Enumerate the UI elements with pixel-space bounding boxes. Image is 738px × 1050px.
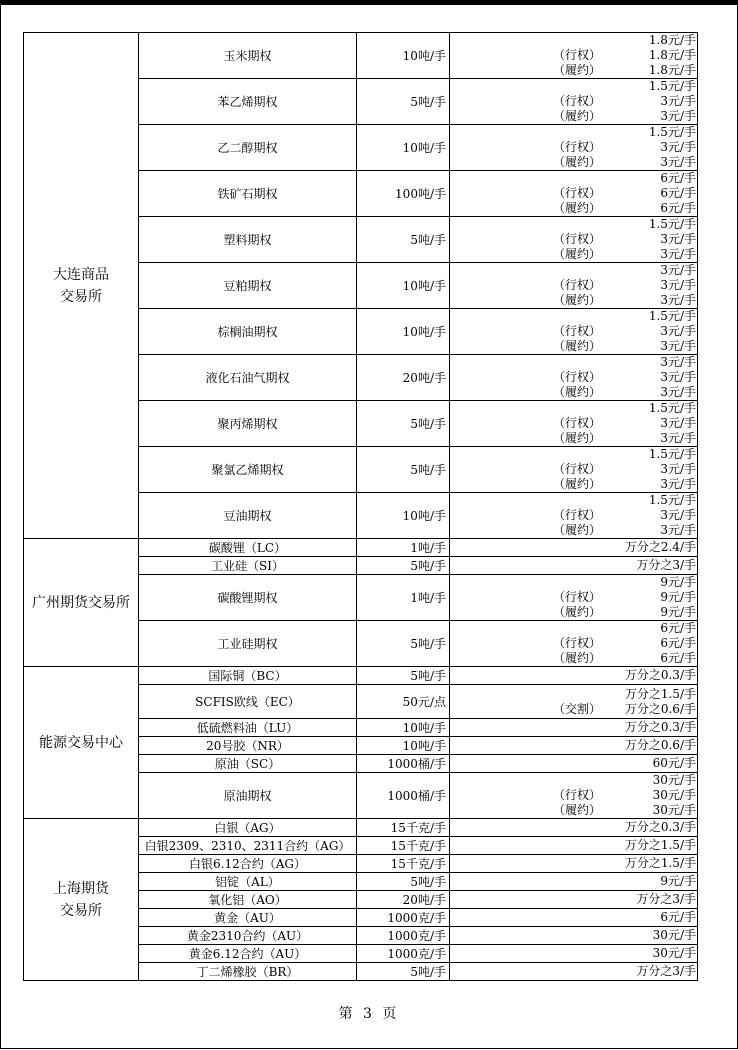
fee-cell: [450, 125, 698, 171]
fee-lines: [450, 493, 696, 538]
fee-lines: [450, 910, 696, 925]
product-name-cell: 国际铜（BC）: [139, 667, 357, 685]
fee-lines: [450, 33, 696, 78]
fee-lines: [450, 964, 696, 979]
fee-type-tag: （行权）: [552, 590, 601, 604]
fee-type-tag: （履约）: [552, 201, 601, 215]
fee-line: [450, 431, 696, 446]
fee-cell: [450, 447, 698, 493]
fee-type-tag: （行权）: [552, 186, 601, 200]
fee-type-tag: （履约）: [552, 803, 601, 817]
fee-cell: [450, 401, 698, 447]
exchange-name-cell: [24, 539, 139, 667]
fee-cell: [450, 873, 698, 891]
fee-line: [450, 401, 696, 416]
contract-unit-cell: 10吨/手: [357, 263, 450, 309]
fee-type-tag: （履约）: [552, 477, 601, 491]
fee-cell: [450, 621, 698, 667]
fee-value: 6元/手: [660, 171, 696, 185]
fee-value: 1.5元/手: [648, 493, 696, 507]
product-name-cell: 黄金2310合约（AU）: [139, 927, 357, 945]
fee-value: 6元/手: [660, 201, 696, 215]
fee-value: 万分之1.5/手: [624, 856, 696, 870]
fee-line: [450, 94, 696, 109]
fee-line: [450, 838, 696, 853]
exchange-name-line: 交易所: [60, 288, 102, 305]
fee-type-tag: （行权）: [552, 370, 601, 384]
fee-line: [450, 339, 696, 354]
fee-line: [450, 109, 696, 124]
fee-line: [450, 370, 696, 385]
fee-lines: [450, 401, 696, 446]
fee-line: [450, 385, 696, 400]
fee-value: 3元/手: [660, 416, 696, 430]
contract-unit-cell: 5吨/手: [357, 217, 450, 263]
contract-unit-cell: 10吨/手: [357, 125, 450, 171]
fee-value: 1.5元/手: [648, 125, 696, 139]
fee-value: 万分之1.5/手: [624, 686, 696, 701]
fee-lines: [450, 447, 696, 492]
fee-cell: [450, 737, 698, 755]
contract-unit-cell: 50元/点: [357, 685, 450, 719]
fee-lines: [450, 928, 696, 943]
fee-cell: [450, 891, 698, 909]
product-name-cell: 棕榈油期权: [139, 309, 357, 355]
fee-lines: [450, 540, 696, 555]
fee-cell: [450, 557, 698, 575]
contract-unit-cell: 15千克/手: [357, 837, 450, 855]
fee-lines: [450, 309, 696, 354]
exchange-name-line: 广州期货交易所: [32, 594, 130, 611]
product-name-cell: 丁二烯橡胶（BR）: [139, 963, 357, 981]
fee-line: [450, 964, 696, 979]
fee-cell: [450, 539, 698, 557]
fee-cell: [450, 837, 698, 855]
product-name-cell: 工业硅（SI）: [139, 557, 357, 575]
contract-unit-cell: 20吨/手: [357, 355, 450, 401]
fee-value: 万分之0.6/手: [624, 738, 696, 752]
fee-value: 30元/手: [652, 773, 696, 787]
fee-value: 3元/手: [660, 385, 696, 399]
fee-type-tag: （行权）: [552, 636, 601, 650]
fee-line: [450, 720, 696, 735]
fee-value: 万分之2.4/手: [624, 540, 696, 554]
fee-value: 1.8元/手: [648, 48, 696, 62]
fee-line: [450, 171, 696, 186]
fee-line: [450, 508, 696, 523]
fee-value: 3元/手: [660, 431, 696, 445]
contract-unit-cell: 1吨/手: [357, 575, 450, 621]
fee-type-tag: （履约）: [552, 339, 601, 353]
fee-value: 3元/手: [660, 109, 696, 123]
contract-unit-cell: 10吨/手: [357, 33, 450, 79]
fee-line: [450, 668, 696, 683]
product-name-cell: 聚丙烯期权: [139, 401, 357, 447]
fee-value: 30元/手: [652, 946, 696, 960]
contract-unit-cell: 1000克/手: [357, 909, 450, 927]
exchange-name-cell: [24, 33, 139, 539]
contract-unit-cell: 1000桶/手: [357, 755, 450, 773]
fee-value: 1.5元/手: [648, 217, 696, 231]
product-name-cell: 白银2309、2310、2311合约（AG）: [139, 837, 357, 855]
fee-lines: [450, 125, 696, 170]
fee-line: [450, 910, 696, 925]
fee-value: 1.5元/手: [648, 79, 696, 93]
fee-line: [450, 756, 696, 771]
contract-unit-cell: 1000桶/手: [357, 773, 450, 819]
fee-type-tag: （履约）: [552, 63, 601, 77]
fee-cell: [450, 773, 698, 819]
fee-lines: [450, 756, 696, 771]
table-row: [24, 539, 698, 557]
fee-cell: [450, 575, 698, 621]
fee-value: 30元/手: [652, 788, 696, 802]
fee-lines: [450, 668, 696, 683]
fee-lines: [450, 738, 696, 753]
fee-value: 万分之3/手: [636, 558, 696, 572]
table-row: [24, 33, 698, 79]
product-name-cell: 苯乙烯期权: [139, 79, 357, 125]
fee-line: [450, 738, 696, 753]
product-name-cell: 铝锭（AL）: [139, 873, 357, 891]
fee-type-tag: （履约）: [552, 109, 601, 123]
fee-line: [450, 63, 696, 78]
fee-line: [450, 263, 696, 278]
exchange-name-line: 上海期货: [53, 880, 109, 897]
fee-line: [450, 702, 696, 717]
fee-value: 9元/手: [660, 605, 696, 619]
fee-cell: [450, 755, 698, 773]
fee-type-tag: （履约）: [552, 523, 601, 537]
fee-value: 30元/手: [652, 928, 696, 942]
fee-cell: [450, 263, 698, 309]
fee-type-tag: （行权）: [552, 508, 601, 522]
fee-lines: [450, 575, 696, 620]
fee-line: [450, 79, 696, 94]
contract-unit-cell: 10吨/手: [357, 719, 450, 737]
contract-unit-cell: 5吨/手: [357, 873, 450, 891]
fee-line: [450, 247, 696, 262]
fee-line: [450, 820, 696, 835]
contract-unit-cell: 5吨/手: [357, 557, 450, 575]
product-name-cell: 黄金（AU）: [139, 909, 357, 927]
fee-value: 3元/手: [660, 140, 696, 154]
fee-value: 3元/手: [660, 477, 696, 491]
fee-type-tag: （行权）: [552, 140, 601, 154]
fee-line: [450, 447, 696, 462]
fee-value: 1.5元/手: [648, 401, 696, 415]
contract-unit-cell: 15千克/手: [357, 855, 450, 873]
fee-line: [450, 523, 696, 538]
fee-type-tag: （行权）: [552, 462, 601, 476]
fee-line: [450, 462, 696, 477]
fee-cell: [450, 685, 698, 719]
fee-value: 6元/手: [660, 621, 696, 635]
fee-type-tag: （行权）: [552, 48, 601, 62]
contract-unit-cell: 5吨/手: [357, 963, 450, 981]
fee-line: [450, 687, 696, 702]
product-name-cell: 碳酸锂期权: [139, 575, 357, 621]
fee-cell: [450, 819, 698, 837]
product-name-cell: 工业硅期权: [139, 621, 357, 667]
fee-value: 3元/手: [660, 278, 696, 292]
contract-unit-cell: 1000克/手: [357, 927, 450, 945]
fee-type-tag: （行权）: [552, 278, 601, 292]
fee-line: [450, 621, 696, 636]
fee-type-tag: （行权）: [552, 416, 601, 430]
contract-unit-cell: 1000克/手: [357, 945, 450, 963]
contract-unit-cell: 10吨/手: [357, 493, 450, 539]
fee-value: 9元/手: [660, 575, 696, 589]
fee-line: [450, 48, 696, 63]
fee-value: 1.5元/手: [648, 309, 696, 323]
fee-lines: [450, 621, 696, 666]
exchange-name-line: 大连商品: [53, 266, 109, 283]
fee-cell: [450, 963, 698, 981]
fee-line: [450, 355, 696, 370]
fee-value: 9元/手: [660, 874, 696, 888]
product-name-cell: 低硫燃料油（LU）: [139, 719, 357, 737]
product-name-cell: 液化石油气期权: [139, 355, 357, 401]
fee-lines: [450, 355, 696, 400]
fee-line: [450, 946, 696, 961]
fee-type-tag: （履约）: [552, 155, 601, 169]
exchange-name-line: 交易所: [60, 902, 102, 919]
fee-cell: [450, 355, 698, 401]
fee-line: [450, 636, 696, 651]
product-name-cell: 20号胶（NR）: [139, 737, 357, 755]
contract-unit-cell: 100吨/手: [357, 171, 450, 217]
fee-cell: [450, 171, 698, 217]
fee-value: 万分之1.5/手: [624, 838, 696, 852]
fee-lines: [450, 687, 696, 717]
product-name-cell: 白银（AG）: [139, 819, 357, 837]
fee-lines: [450, 263, 696, 308]
fee-line: [450, 874, 696, 889]
exchange-name-cell: [24, 819, 139, 981]
fee-value: 万分之0.6/手: [624, 701, 696, 716]
product-name-cell: 豆油期权: [139, 493, 357, 539]
fee-value: 6元/手: [660, 186, 696, 200]
contract-unit-cell: 20吨/手: [357, 891, 450, 909]
fee-line: [450, 651, 696, 666]
fee-value: 3元/手: [660, 324, 696, 338]
fee-value: 3元/手: [660, 247, 696, 261]
fee-value: 3元/手: [660, 263, 696, 277]
fee-type-tag: （履约）: [552, 431, 601, 445]
product-name-cell: 黄金6.12合约（AU）: [139, 945, 357, 963]
fee-value: 30元/手: [652, 803, 696, 817]
page-number: 第 3 页: [338, 1006, 400, 1022]
contract-unit-cell: 1吨/手: [357, 539, 450, 557]
fee-lines: [450, 79, 696, 124]
fee-line: [450, 558, 696, 573]
fee-line: [450, 232, 696, 247]
fee-value: 3元/手: [660, 94, 696, 108]
fee-lines: [450, 838, 696, 853]
fee-type-tag: （行权）: [552, 94, 601, 108]
exchange-name-cell: [24, 667, 139, 819]
fee-type-tag: （履约）: [552, 247, 601, 261]
fee-line: [450, 33, 696, 48]
fee-lines: [450, 171, 696, 216]
fee-table-body: [24, 33, 698, 981]
fee-cell: [450, 33, 698, 79]
fee-type-tag: （履约）: [552, 385, 601, 399]
fee-value: 万分之3/手: [636, 964, 696, 978]
fee-line: [450, 186, 696, 201]
fee-cell: [450, 719, 698, 737]
fee-type-tag: （行权）: [552, 324, 601, 338]
fee-cell: [450, 945, 698, 963]
fee-lines: [450, 892, 696, 907]
fee-line: [450, 493, 696, 508]
fee-line: [450, 590, 696, 605]
fee-line: [450, 416, 696, 431]
fee-lines: [450, 720, 696, 735]
contract-unit-cell: 10吨/手: [357, 737, 450, 755]
fee-lines: [450, 874, 696, 889]
fee-line: [450, 125, 696, 140]
fee-value: 1.8元/手: [648, 33, 696, 47]
fee-cell: [450, 217, 698, 263]
fee-lines: [450, 558, 696, 573]
fee-value: 6元/手: [660, 651, 696, 665]
contract-unit-cell: 15千克/手: [357, 819, 450, 837]
fee-line: [450, 892, 696, 907]
fee-line: [450, 217, 696, 232]
fee-value: 3元/手: [660, 232, 696, 246]
contract-unit-cell: 5吨/手: [357, 401, 450, 447]
fee-value: 3元/手: [660, 462, 696, 476]
fee-value: 1.8元/手: [648, 63, 696, 77]
fee-lines: [450, 856, 696, 871]
product-name-cell: 原油期权: [139, 773, 357, 819]
fee-line: [450, 856, 696, 871]
fee-line: [450, 788, 696, 803]
fee-type-tag: （履约）: [552, 651, 601, 665]
fee-cell: [450, 493, 698, 539]
fee-line: [450, 309, 696, 324]
contract-unit-cell: 5吨/手: [357, 621, 450, 667]
fee-type-tag: （履约）: [552, 605, 601, 619]
fee-line: [450, 773, 696, 788]
fee-line: [450, 928, 696, 943]
fee-type-tag: （行权）: [552, 788, 601, 802]
fee-line: [450, 140, 696, 155]
product-name-cell: 铁矿石期权: [139, 171, 357, 217]
contract-unit-cell: 5吨/手: [357, 667, 450, 685]
fee-cell: [450, 79, 698, 125]
product-name-cell: 玉米期权: [139, 33, 357, 79]
fee-type-tag: （交割）: [552, 701, 601, 716]
fee-value: 3元/手: [660, 508, 696, 522]
product-name-cell: 白银6.12合约（AG）: [139, 855, 357, 873]
fee-line: [450, 803, 696, 818]
product-name-cell: 原油（SC）: [139, 755, 357, 773]
fee-value: 万分之3/手: [636, 892, 696, 906]
fee-value: 9元/手: [660, 590, 696, 604]
fee-value: 3元/手: [660, 370, 696, 384]
fee-line: [450, 278, 696, 293]
fee-table: [23, 32, 698, 981]
fee-value: 万分之0.3/手: [624, 820, 696, 834]
product-name-cell: 豆粕期权: [139, 263, 357, 309]
fee-value: 3元/手: [660, 523, 696, 537]
fee-lines: [450, 773, 696, 818]
fee-line: [450, 575, 696, 590]
fee-type-tag: （履约）: [552, 293, 601, 307]
fee-value: 6元/手: [660, 910, 696, 924]
product-name-cell: 氧化铝（AO）: [139, 891, 357, 909]
fee-cell: [450, 855, 698, 873]
fee-cell: [450, 909, 698, 927]
fee-value: 3元/手: [660, 293, 696, 307]
fee-cell: [450, 309, 698, 355]
product-name-cell: 聚氯乙烯期权: [139, 447, 357, 493]
fee-type-tag: （行权）: [552, 232, 601, 246]
fee-value: 60元/手: [652, 756, 696, 770]
fee-line: [450, 155, 696, 170]
fee-lines: [450, 946, 696, 961]
contract-unit-cell: 5吨/手: [357, 447, 450, 493]
table-row: [24, 667, 698, 685]
product-name-cell: SCFIS欧线（EC）: [139, 685, 357, 719]
fee-line: [450, 293, 696, 308]
fee-lines: [450, 820, 696, 835]
product-name-cell: 乙二醇期权: [139, 125, 357, 171]
fee-line: [450, 201, 696, 216]
fee-line: [450, 605, 696, 620]
fee-line: [450, 477, 696, 492]
fee-lines: [450, 217, 696, 262]
fee-cell: [450, 667, 698, 685]
contract-unit-cell: 10吨/手: [357, 309, 450, 355]
fee-line: [450, 324, 696, 339]
fee-value: 3元/手: [660, 355, 696, 369]
table-row: [24, 819, 698, 837]
fee-value: 万分之0.3/手: [624, 668, 696, 682]
fee-value: 3元/手: [660, 339, 696, 353]
fee-value: 3元/手: [660, 155, 696, 169]
exchange-name-line: 能源交易中心: [39, 734, 123, 751]
fee-value: 1.5元/手: [648, 447, 696, 461]
fee-value: 万分之0.3/手: [624, 720, 696, 734]
fee-value: 6元/手: [660, 636, 696, 650]
product-name-cell: 碳酸锂（LC）: [139, 539, 357, 557]
fee-cell: [450, 927, 698, 945]
product-name-cell: 塑料期权: [139, 217, 357, 263]
contract-unit-cell: 5吨/手: [357, 79, 450, 125]
fee-line: [450, 540, 696, 555]
